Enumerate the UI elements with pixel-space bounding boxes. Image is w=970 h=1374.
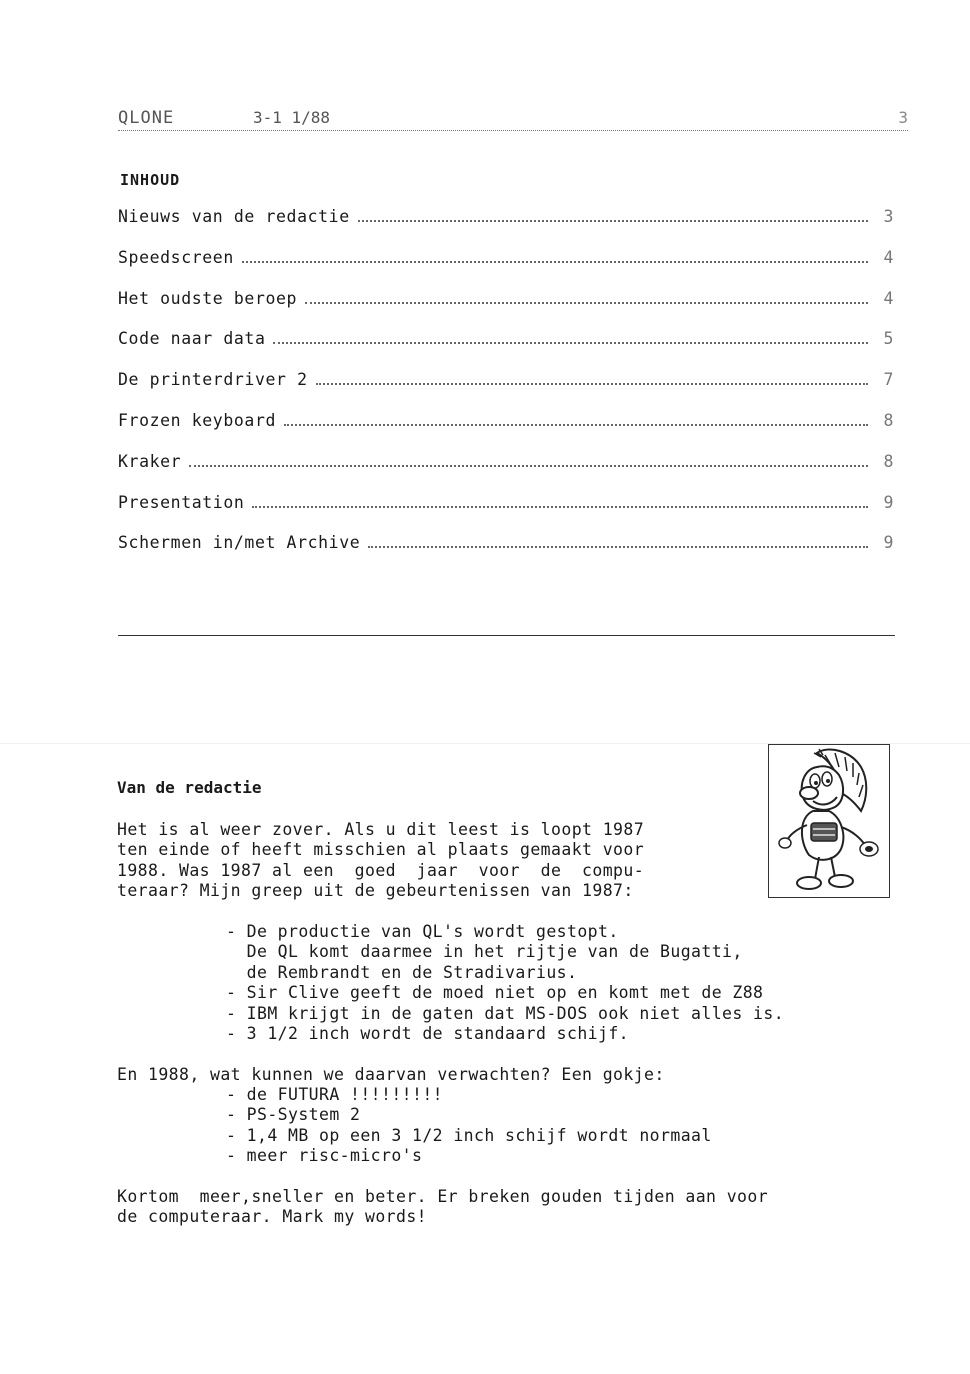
toc-entry-label: De printerdriver 2 bbox=[118, 370, 316, 389]
page-number: 3 bbox=[898, 108, 908, 127]
page-header bbox=[118, 108, 908, 131]
toc-entry-label: Speedscreen bbox=[118, 248, 242, 267]
question-1988: En 1988, wat kunnen we daarvan verwachten? Een gokje: bbox=[117, 1065, 665, 1084]
table-of-contents bbox=[118, 207, 894, 574]
toc-entry-page: 5 bbox=[883, 329, 894, 349]
toc-entry-page: 4 bbox=[883, 247, 894, 267]
toc-entry-label: Code naar data bbox=[118, 329, 273, 348]
dot-leader bbox=[358, 207, 868, 222]
toc-entry-page: 3 bbox=[883, 207, 894, 226]
toc-entry-label: Nieuws van de redactie bbox=[118, 207, 358, 226]
issue-number: 3-1 1/88 bbox=[253, 108, 331, 127]
toc-entry bbox=[118, 370, 894, 411]
article-title: Van de redactie bbox=[117, 778, 262, 797]
toc-entry-page: 8 bbox=[883, 410, 894, 430]
section-divider bbox=[118, 635, 895, 636]
dot-leader bbox=[252, 493, 868, 508]
predictions-1988-list: - de FUTURA !!!!!!!!! - PS-System 2 - 1,4 MB op een 3 1/2 inch schijf wordt normaal - meer risc-micro's bbox=[226, 1085, 712, 1166]
dot-leader bbox=[189, 452, 868, 467]
toc-entry bbox=[118, 411, 894, 452]
dot-leader bbox=[242, 248, 868, 263]
toc-entry bbox=[118, 289, 894, 330]
toc-entry-label: Schermen in/met Archive bbox=[118, 533, 368, 552]
toc-heading: INHOUD bbox=[120, 171, 181, 189]
magazine-title: QLONE bbox=[118, 108, 175, 128]
toc-entry bbox=[118, 329, 894, 370]
events-1987-list: - De productie van QL's wordt gestopt. De QL komt daarmee in het rijtje van de Bugatti, de Rembrandt en de Stradivarius. - Sir Clive geeft de moed niet op en komt met de Z88 - IBM krijgt in de gaten dat MS-DOS ook niet alles is. - 3 1/2 inch wordt de standaard schijf. bbox=[226, 922, 785, 1044]
toc-entry bbox=[118, 493, 894, 534]
dot-leader bbox=[305, 289, 868, 304]
article-closing: Kortom meer,sneller en beter. Er breken gouden tijden aan voor de computeraar. Mark my words! bbox=[117, 1187, 769, 1227]
toc-entry bbox=[118, 452, 894, 493]
toc-entry-label: Frozen keyboard bbox=[118, 411, 284, 430]
toc-entry-label: Kraker bbox=[118, 452, 189, 471]
toc-entry bbox=[118, 248, 894, 289]
toc-entry-page: 7 bbox=[883, 370, 894, 390]
toc-entry-label: Het oudste beroep bbox=[118, 289, 305, 308]
cartoon-illustration bbox=[768, 744, 890, 898]
toc-entry bbox=[118, 533, 894, 574]
article-intro: Het is al weer zover. Als u dit leest is loopt 1987 ten einde of heeft misschien al plaats gemaakt voor 1988. Was 1987 al een goed jaar voor de compu- teraar? Mijn greep uit de gebeurtenissen van 1987: bbox=[117, 820, 645, 901]
dot-leader bbox=[273, 329, 868, 344]
toc-entry-page: 4 bbox=[883, 288, 894, 308]
toc-entry-label: Presentation bbox=[118, 493, 252, 512]
dot-leader bbox=[368, 533, 868, 548]
dot-leader bbox=[284, 411, 868, 426]
toc-entry bbox=[118, 207, 894, 248]
dot-leader bbox=[316, 370, 868, 385]
toc-entry-page: 9 bbox=[883, 533, 894, 553]
toc-entry-page: 9 bbox=[883, 492, 894, 512]
toc-entry-page: 8 bbox=[883, 451, 894, 471]
cartoon-character-icon bbox=[769, 745, 889, 897]
